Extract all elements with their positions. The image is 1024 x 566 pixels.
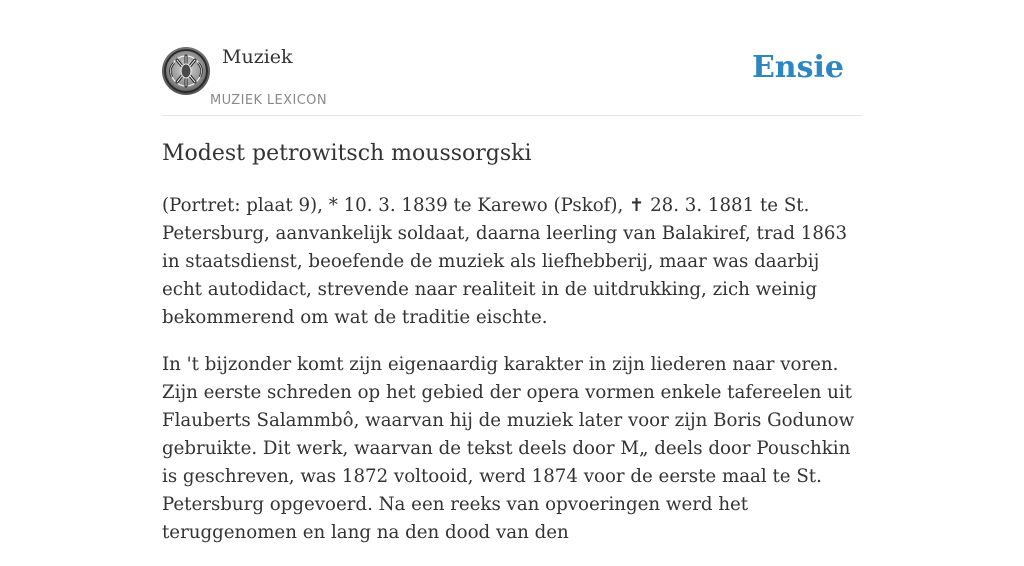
music-instruments-emblem-icon <box>162 47 210 95</box>
source-header <box>162 0 862 116</box>
brand-logo-link[interactable]: Ensie <box>751 50 844 85</box>
article-body <box>162 192 862 566</box>
article-title: Modest petrowitsch moussorgski <box>162 141 532 166</box>
article-paragraph: In 't bijzonder komt zijn eigenaardig karakter in zijn liederen naar voren. Zijn eerste schreden op het gebied der opera vormen enkele tafereelen uit Flauberts Salammbô, waarvan hij de muziek later voor zijn Boris Godunow gebruikte. Dit werk, waarvan de tekst deels door M„ deels door Pouschkin is geschreven, was 1872 voltooid, werd 1874 voor de eerste maal te St. Petersburg opgevoerd. Na een reeks van opvoeringen werd het teruggenomen en lang na den dood van den <box>162 354 855 543</box>
source-title[interactable]: Muziek <box>222 46 293 68</box>
article-paragraph: (Portret: plaat 9), * 10. 3. 1839 te Karewo (Pskof), ✝ 28. 3. 1881 te St. Petersburg, aanvankelijk soldaat, daarna leerling van Balakiref, trad 1863 in staatsdienst, beoefende de muziek als liefhebberij, maar was daarbij echt autodidact, strevende naar realiteit in de uitdrukking, zich weinig bekommerend om wat de traditie eischte. <box>162 195 848 328</box>
source-avatar[interactable] <box>162 47 210 95</box>
source-subtitle[interactable]: MUZIEK LEXICON <box>210 93 327 108</box>
page-container <box>162 0 862 543</box>
